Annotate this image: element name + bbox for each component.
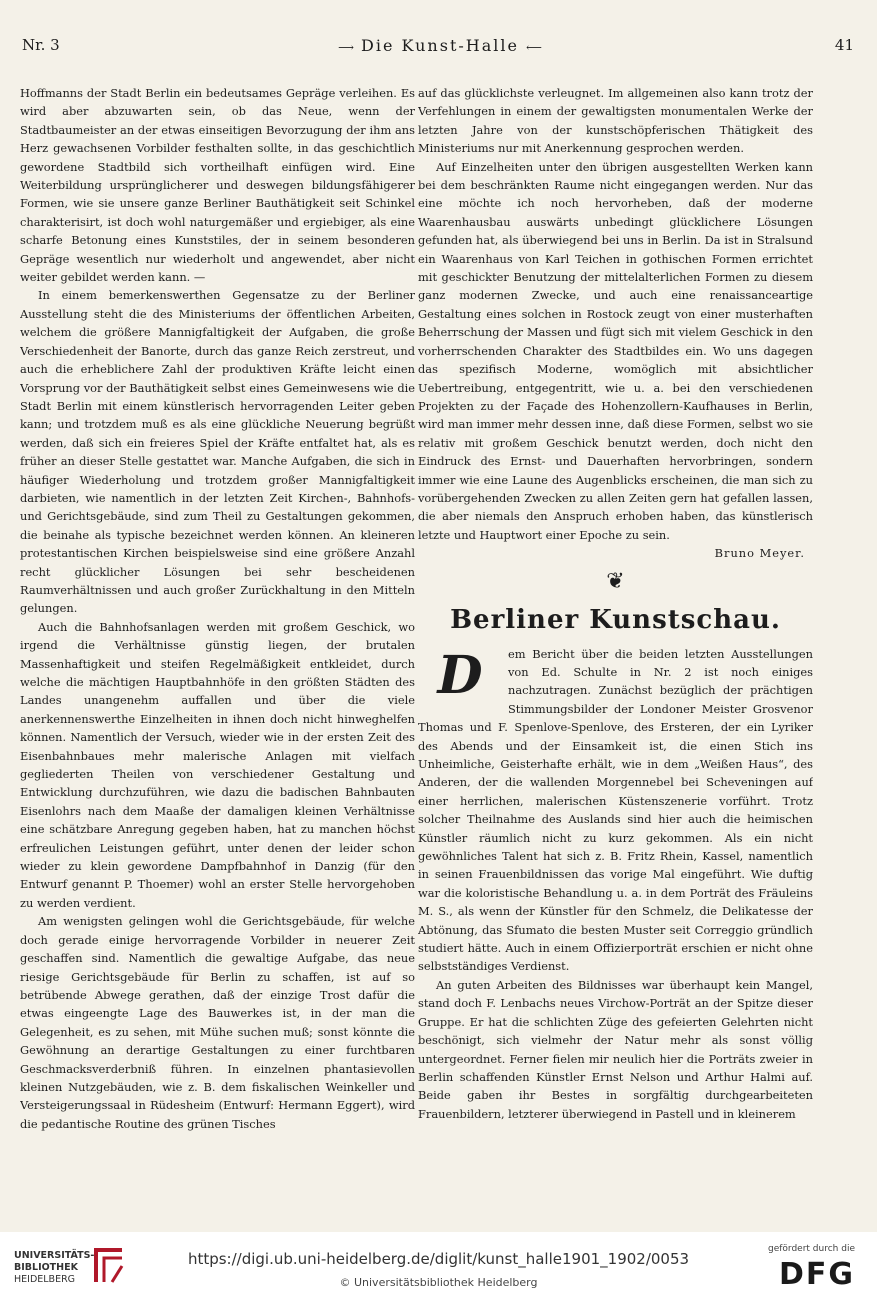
paragraph: Auch die Bahnhofsanlagen werden mit großem Geschick, wo irgend die Verhältnisse günstig liegen, der brutalen Massenhaftigkeit und steifen Regelmäßigkeit entkleidet, durch welche die mächtigen Hauptbahnhöfe in den größten Städten des Landes unangenehm auffallen und über die viele anerkennenswerthe Einzelheiten in ihnen doch nicht hinweghelfen können. Namentlich der Versuch, wieder wie in der ersten Zeit des Eisenbahnbaues mehr malerische Anlagen mit vielfach gegliederten Theilen von verschiedener Gestaltung und Entwicklung durchzuführen, wie dazu die badischen Bahnbauten Eisenlohrs nach dem Maaße der damaligen kleinen Verhältnisse eine schätzbare Anregung gegeben haben, hat zu manchen höchst erfreulichen Leistungen geführt, unter denen der leider schon wieder zu klein gewordene Dampfbahnhof in Danzig (für den Entwurf genannt P. Thoemer) wohl an erster Stelle hervorgehoben zu werden verdient. — [20, 619, 415, 910]
ornament-left-icon: ⟶ — [338, 41, 354, 54]
copyright-notice: © Universitätsbibliothek Heidelberg — [339, 1276, 538, 1289]
paragraph: auf das glücklichste verleugnet. Im allgemeinen also kann trotz der Verfehlungen in einem der gewaltigsten monumentalen Werke der letzten Jahre von der kunstschöpferischen Thätigkeit des Ministeriums nur mit Anerkennung gesprochen werden. — [418, 86, 813, 156]
decorative-initial: D — [437, 644, 483, 706]
section-heading: Berliner Kunstschau. — [450, 604, 781, 635]
left-column — [20, 84, 415, 1174]
paragraph: em Bericht über die beiden letzten Ausstellungen von Ed. Schulte in Nr. 2 ist noch einiges nachzutragen. Zunächst bezüglich der prächtigen Stimmungsbilder der Londoner Meister Grosvenor Thomas und F. Spenlove-Spenlove, des Ersteren, der ein Lyriker des Abends und der Einsamkeit ist, die einen Stich ins Unheimliche, Geisterhafte erhält, wie in dem „Weißen Haus“, des Anderen, der die wallenden Morgennebel bei Scheveningen auf einer herrlichen, malerischen Küstenszenerie vorführt. Trotz solcher Theilnahme des Auslands sind hier auch die heimischen Künstler räumlich nicht zu kurz gekommen. Als ein nicht gewöhnliches Talent hat sich z. B. Fritz Rhein, Kassel, namentlich in seinen Frauenbildnissen das vorige Mal eingeführt. Wie duftig war die koloristische Behandlung u. a. in dem Porträt des Fräuleins M. S., als wenn der Künstler für den Schmelz, die Delikatesse der Abtönung, das Sfumato die besten Muster seit Correggio gründlich studiert hätte. Auch in einem Offizierporträt erschien er nicht ohne selbstständiges Verdienst. — [418, 646, 813, 974]
ornament-right-icon: ⟵ — [526, 41, 542, 54]
journal-title-text: Die Kunst-Halle — [361, 36, 519, 55]
paragraph: Hoffmanns der Stadt Berlin ein bedeutsames Gepräge verleihen. Es wird aber abzuwarten sein, ob das Neue, wenn der Stadtbaumeister an der etwas einseitigen Bevorzugung der ihm ans Herz gewachsenen Vorbilder festhalten sollte, in das geschichtlich gewordene Stadtbild sich vortheilhaft einfügen wird. Eine Weiterbildung ursprünglicherer und deswegen bildungsfähigerer Formen, wie sie unsere ganze Berliner Bauthätigkeit seit Schinkel charakterisirt, ist doch wohl naturgemäßer und ergiebiger, als eine scharfe Betonung eines Kunststiles, der in seinem besonderen Gepräge wesentlich nur wiederholt und angewendet, aber nicht weiter gebildet werden kann. — — [20, 86, 415, 285]
paragraph: An guten Arbeiten des Bildnisses war überhaupt kein Mangel, stand doch F. Lenbachs neues Virchow-Porträt an der Spitze dieser Gruppe. Er hat die schlichten Züge des gefeierten Gelehrten nicht beschönigt, sich vielmehr der Natur mehr als sonst völlig untergeordnet. Ferner fielen mir neulich hier die Porträts zweier in Berlin schaffenden Künstler Ernst Nelson und Arthur Halmi auf. Beide gaben ihr Bestes in sorgfältig durchgearbeiteten Frauenbildern, letzterer überwiegend in Pastell und in kleinerem — [418, 977, 813, 1121]
paragraph: In einem bemerkenswerthen Gegensatze zu der Berliner Ausstellung steht die des Ministeriums der öffentlichen Arbeiten, welchem die größere Mannigfaltigkeit der Aufgaben, die große Verschiedenheit der Banorte, durch das ganze Reich zerstreut, und auch die erheblichere Zahl der produktiven Kräfte leicht einen Vorsprung vor der Bauthätigkeit selbst eines Gemeinwesens wie die Stadt Berlin mit einem künstlerisch hervorragenden Leiter geben kann; und trotzdem muß es als eine glückliche Neuerung begrüßt werden, daß sich ein freieres Spiel der Kräfte entfaltet hat, als es früher an dieser Stelle gestattet war. Manche Aufgaben, die sich in häufiger Wiederholung und trotzdem großer Mannigfaltigkeit darbieten, wie namentlich in der letzten Zeit Kirchen-, Bahnhofs- und Gerichtsgebäude, sind zum Theil zu Gestaltungen gekommen, die beinahe als typische bezeichnet werden können. An kleineren protestantischen Kirchen beispielsweise sind eine größere Anzahl recht glücklicher Lösungen bei sehr bescheidenen Raumverhältnissen und auch großer Zurückhaltung in den Mitteln gelungen. — [20, 288, 415, 616]
library-logo[interactable]: UNIVERSITÄTS- BIBLIOTHEK HEIDELBERG — [14, 1250, 95, 1285]
running-header — [22, 34, 858, 58]
author-signature: Bruno Meyer. — [714, 546, 805, 561]
journal-title — [22, 36, 858, 55]
fleuron-icon: ❦ — [606, 568, 625, 594]
paragraph: Am wenigsten gelingen wohl die Gerichtsgebäude, für welche doch gerade einige hervorragende Vorbilder in neuerer Zeit geschaffen sind. Namentlich die gewaltige Aufgabe, das neue riesige Gerichtsgebäude für Berlin zu schaffen, ist auf so betrübende Abwege gerathen, daß der einzige Trost dafür die etwas eingeengte Lage des Bauwerkes ist, in der man die Gelegenheit, es zu sehen, mit Mühe suchen muß; sonst könnte die Gewöhnung an derartige Gestaltungen zu einer furchtbaren Geschmacksverderbniß führen. In einzelnen phantasievollen kleinen Nutzgebäuden, wie z. B. dem fiskalischen Weinkeller und Versteigerungssaal in Rüdesheim (Entwurf: Hermann Eggert), wird die pedantische Routine des grünen Tisches — [20, 914, 415, 1131]
viewer-footer — [0, 1232, 877, 1300]
paragraph: Auf Einzelheiten unter den übrigen ausgestellten Werken kann bei dem beschränkten Raume nicht eingegangen werden. Nur das eine möchte ich noch hervorheben, daß der moderne Waarenhausbau auswärts unbedingt glücklichere Lösungen gefunden hat, als überwiegend bei uns in Berlin. Da ist in Stralsund ein Waarenhaus von Karl Teichen in gothischen Formen errichtet mit geschickter Benutzung der mittelalterlichen Formen zu diesem ganz modernen Zwecke, und auch eine renaissanceartige Gestaltung eines solchen in Rostock zeugt von einer musterhaften Beherrschung der Massen und fügt sich mit vielem Geschick in den vorherrschenden Charakter des Stadtbildes ein. Wo uns dagegen das spezifisch Moderne, womöglich mit absichtlicher Uebertreibung, entgegentritt, wie u. a. bei den verschiedenen Projekten zu der Façade des Hohenzollern-Kaufhauses in Berlin, wird man immer mehr dessen inne, daß diese Formen, selbst wo sie relativ mit großem Geschick benutzt werden, doch nicht den Eindruck des Ernst- und Dauerhaften hervorbringen, sondern immer wie eine Laune des Augenblicks erscheinen, die man sich zu vorübergehenden Zwecken zu allen Zeiten gern hat gefallen lassen, die aber niemals den Anspruch erhoben haben, das künstlerisch letzte und Hauptwort einer Epoche zu sein. — [418, 159, 813, 542]
permalink-url[interactable]: https://digi.ub.uni-heidelberg.de/diglit/kunst_halle1901_1902/0053 — [187, 1250, 690, 1268]
funding-label: gefördert durch die — [768, 1244, 855, 1254]
dfg-logo[interactable]: DFG — [778, 1257, 855, 1292]
right-column — [418, 84, 813, 1174]
page-number: 41 — [834, 36, 854, 54]
issue-number: Nr. 3 — [22, 36, 60, 54]
